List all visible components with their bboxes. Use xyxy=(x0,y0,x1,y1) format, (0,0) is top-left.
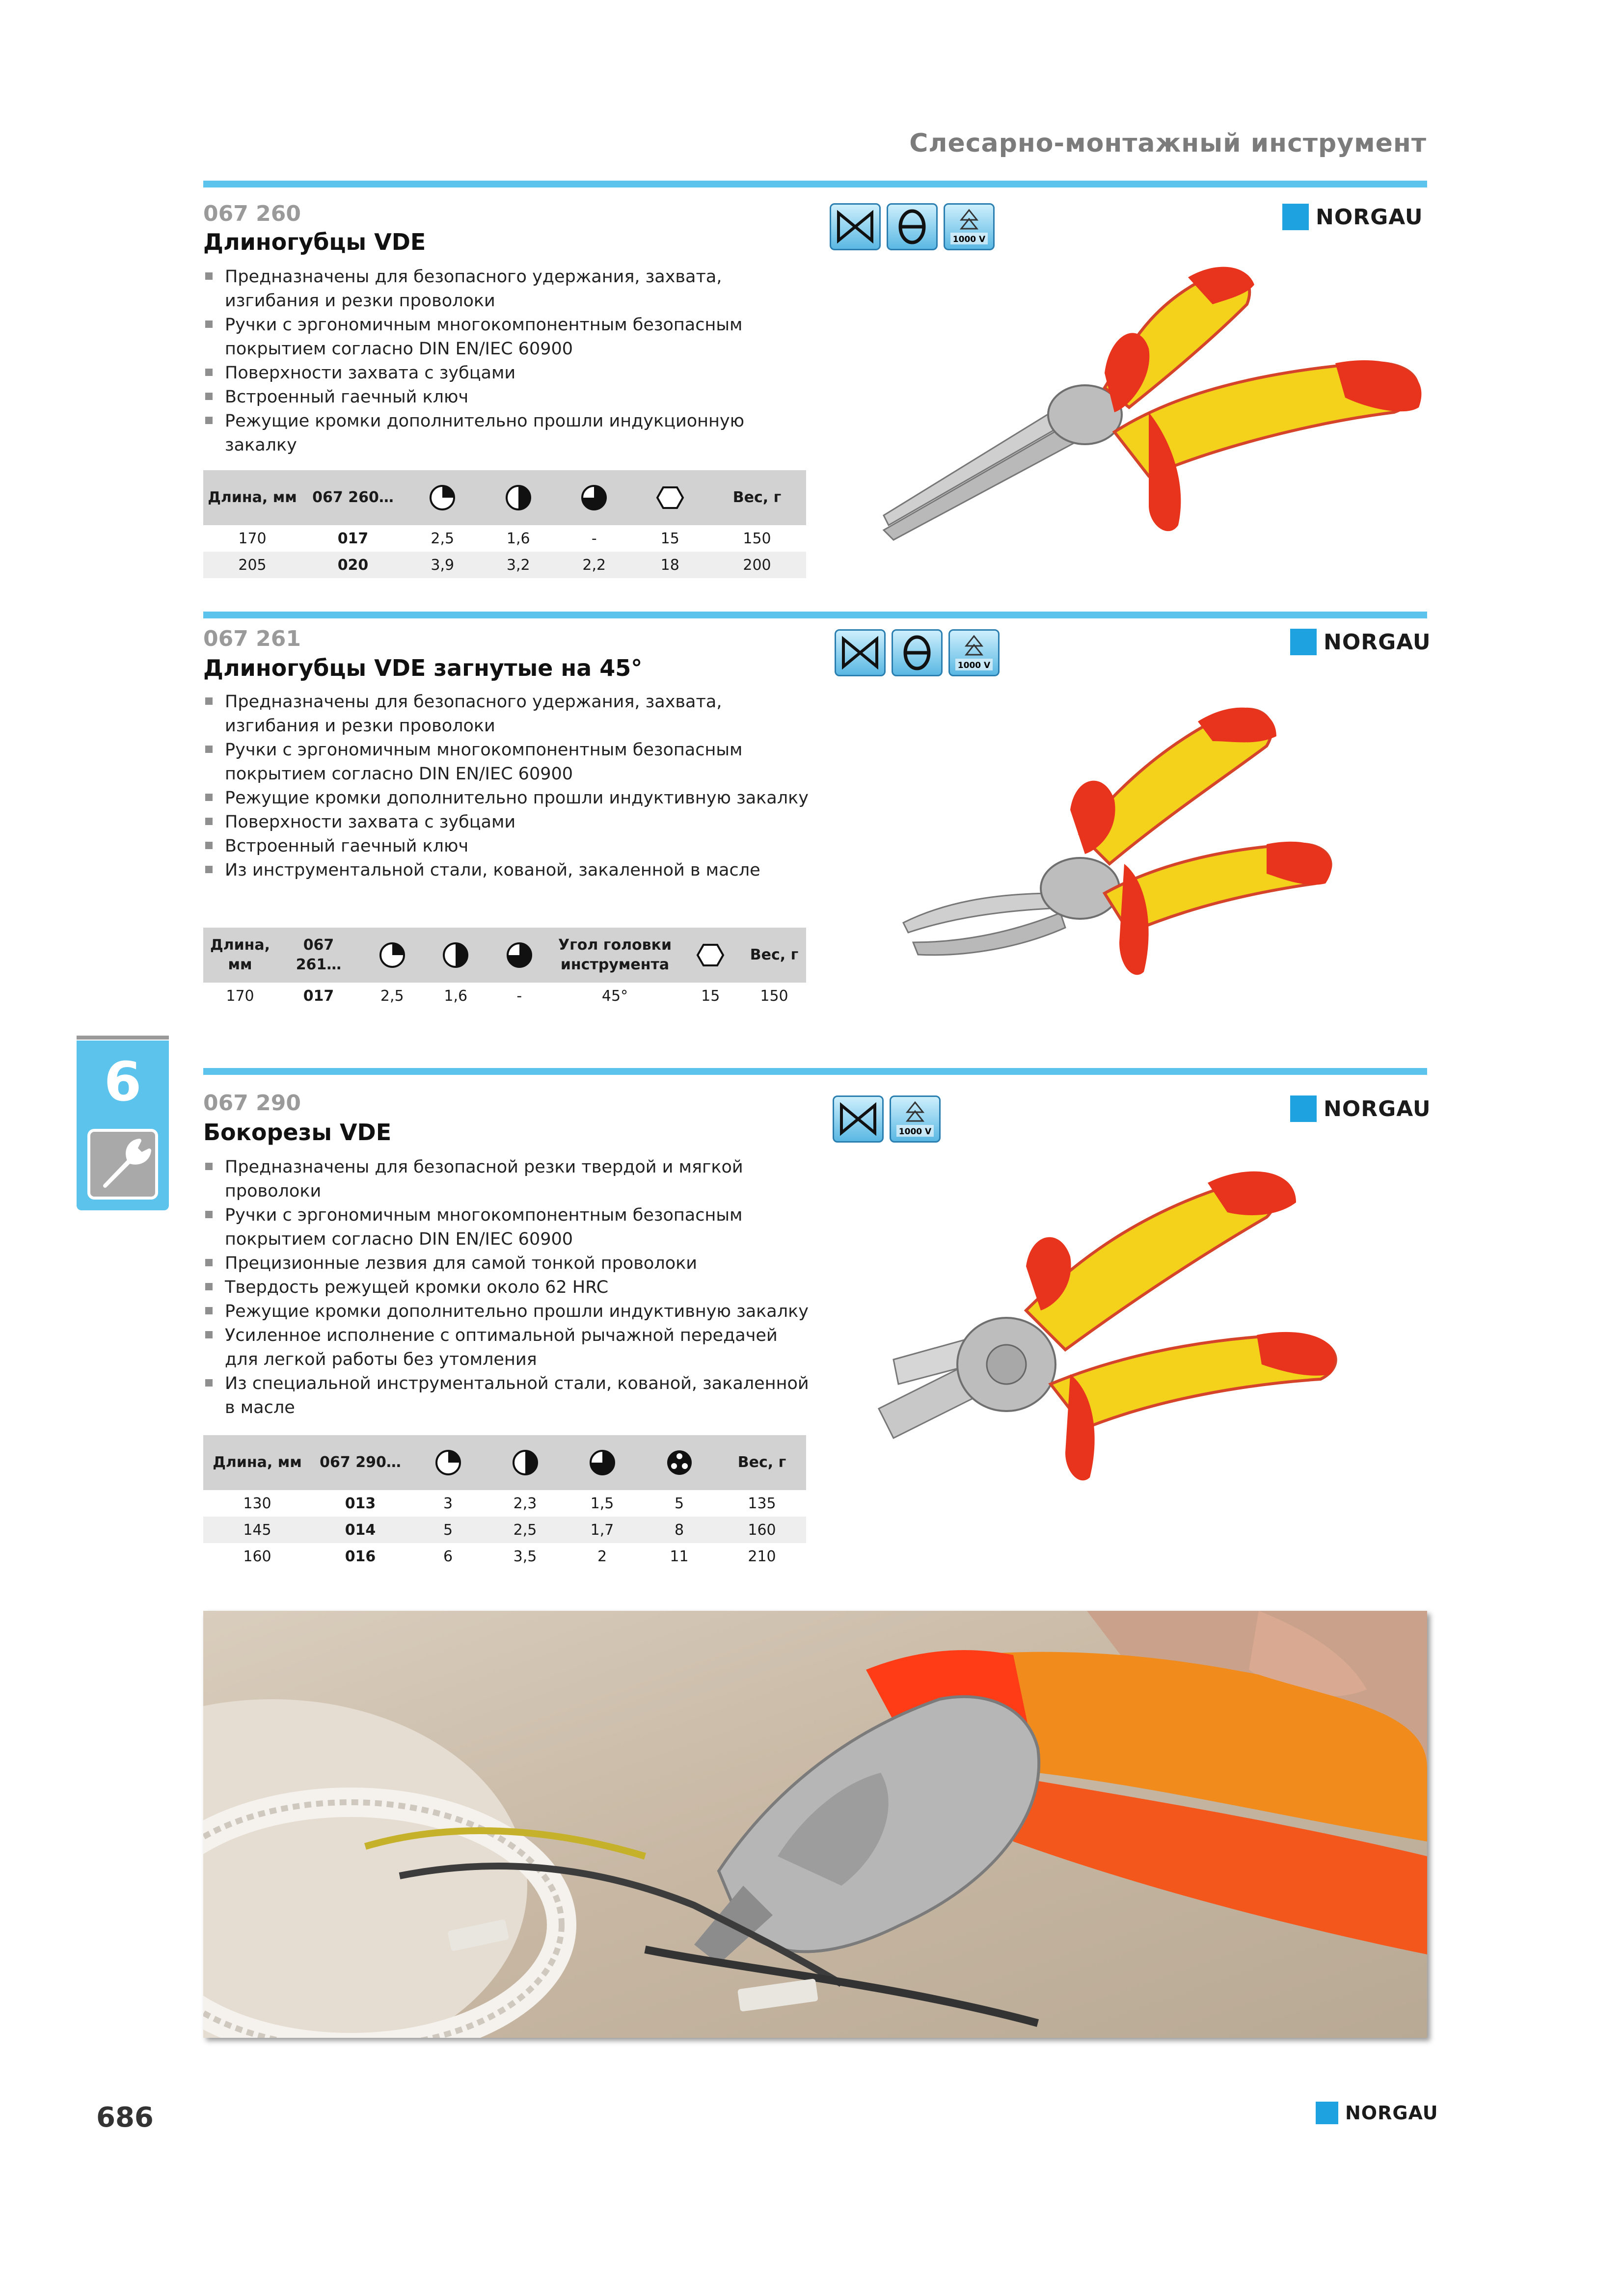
table-cell: 5 xyxy=(409,1517,487,1543)
table-cell: 130 xyxy=(243,1495,271,1512)
table-cell: 45° xyxy=(601,987,628,1005)
table-header: Вес, г xyxy=(718,1435,806,1490)
table-cell: 017 xyxy=(303,987,334,1005)
table-cell: 170 xyxy=(226,987,254,1005)
list-item: Режущие кромки дополнительно прошли индуктивную закалку xyxy=(203,786,812,810)
section-divider xyxy=(203,612,1427,618)
table-cell: 15 xyxy=(701,987,720,1005)
brand-square xyxy=(1282,204,1309,230)
table-header: Длина, мм xyxy=(203,470,301,525)
product-code: 067 290 xyxy=(203,1091,301,1116)
brand-name: NORGAU xyxy=(1345,2102,1438,2124)
diagonal-cutters-image xyxy=(864,1153,1384,1487)
wire-holes-icon xyxy=(641,1435,718,1490)
spec-table xyxy=(203,928,806,1009)
table-cell: 18 xyxy=(632,552,708,578)
side-tab-accent xyxy=(77,1036,169,1040)
table-cell: 2,5 xyxy=(487,1517,564,1543)
wrench-icon xyxy=(87,1129,158,1200)
list-item: Твердость режущей кромки около 62 HRC xyxy=(203,1276,812,1300)
list-item: Ручки с эргономичным многокомпонентным безопасным покрытием согласно DIN EN/IEC 60900 xyxy=(203,313,812,361)
spec-table xyxy=(203,1435,806,1570)
quarter-circle-icon xyxy=(409,1435,487,1490)
table-header: Вес, г xyxy=(742,928,806,983)
table-header: Вес, г xyxy=(708,470,806,525)
table-cell: 017 xyxy=(337,530,369,547)
product-title: Бокорезы VDE xyxy=(203,1119,392,1146)
table-cell: 160 xyxy=(243,1548,271,1565)
table-cell: 210 xyxy=(748,1548,776,1565)
cutting-icon xyxy=(830,203,881,250)
table-cell: 205 xyxy=(203,552,301,578)
table-cell: 3,2 xyxy=(481,552,557,578)
cutting-icon xyxy=(833,1095,884,1143)
hexagon-icon xyxy=(632,470,708,525)
table-cell: 15 xyxy=(660,530,679,547)
insulation-1000v-icon xyxy=(890,1095,941,1143)
list-item: Из специальной инструментальной стали, кованой, закаленной в масле xyxy=(203,1372,812,1420)
table-cell: 2,2 xyxy=(556,552,632,578)
section-divider xyxy=(203,1068,1427,1075)
table-cell: 1,7 xyxy=(564,1517,641,1543)
three-quarter-circle-icon xyxy=(487,928,551,983)
page-header-title: Слесарно-монтажный инструмент xyxy=(909,129,1427,158)
table-cell: 6 xyxy=(443,1548,453,1565)
voltage-badge-text: 1000 V xyxy=(952,235,986,244)
list-item: Поверхности захвата с зубцами xyxy=(203,810,812,834)
product-code: 067 261 xyxy=(203,626,301,651)
table-cell: 1,5 xyxy=(590,1495,614,1512)
table-header: 067 290… xyxy=(311,1435,409,1490)
table-header: Угол головки инструмента xyxy=(551,928,679,983)
table-cell: 11 xyxy=(670,1548,689,1565)
grip-icon xyxy=(892,629,943,676)
quarter-circle-icon xyxy=(405,470,481,525)
table-cell: 200 xyxy=(708,552,806,578)
half-circle-icon xyxy=(487,1435,564,1490)
brand-logo xyxy=(1290,1095,1431,1122)
table-cell: 150 xyxy=(760,987,788,1005)
table-cell: 2,3 xyxy=(513,1495,537,1512)
feature-icons xyxy=(833,1095,941,1143)
section-divider xyxy=(203,181,1427,187)
brand-square xyxy=(1290,1095,1317,1122)
page-number: 686 xyxy=(96,2102,154,2134)
table-cell: 020 xyxy=(301,552,405,578)
table-cell: 135 xyxy=(748,1495,776,1512)
list-item: Предназначены для безопасной резки твердой и мягкой проволоки xyxy=(203,1155,812,1203)
product-title: Длиногубцы VDE загнутые на 45° xyxy=(203,655,643,681)
table-cell: 3 xyxy=(443,1495,453,1512)
table-cell: 013 xyxy=(345,1495,376,1512)
list-item: Режущие кромки дополнительно прошли индукционную закалку xyxy=(203,409,812,457)
brand-name: NORGAU xyxy=(1324,1096,1431,1121)
half-circle-icon xyxy=(424,928,488,983)
list-item: Ручки с эргономичным многокомпонентным безопасным покрытием согласно DIN EN/IEC 60900 xyxy=(203,738,812,786)
half-circle-icon xyxy=(481,470,557,525)
list-item: Встроенный гаечный ключ xyxy=(203,834,812,858)
table-cell: 2 xyxy=(597,1548,607,1565)
table-cell: 145 xyxy=(203,1517,311,1543)
spec-table xyxy=(203,470,806,578)
table-header: Длина, мм xyxy=(203,1435,311,1490)
table-header: 067 261… xyxy=(277,928,360,983)
table-cell: 160 xyxy=(718,1517,806,1543)
list-item: Предназначены для безопасного удержания, захвата, изгибания и резки проволоки xyxy=(203,265,812,313)
table-cell: 2,5 xyxy=(380,987,404,1005)
table-header: Длина, мм xyxy=(203,928,277,983)
brand-square xyxy=(1290,629,1317,655)
table-cell: 1,6 xyxy=(444,987,468,1005)
voltage-badge-text: 1000 V xyxy=(957,661,991,670)
three-quarter-circle-icon xyxy=(564,1435,641,1490)
grip-icon xyxy=(887,203,938,250)
feature-list xyxy=(203,690,812,882)
chapter-number: 6 xyxy=(104,1050,142,1113)
brand-name: NORGAU xyxy=(1316,204,1423,230)
cutting-icon xyxy=(835,629,886,676)
table-cell: 170 xyxy=(238,530,267,547)
list-item: Усиленное исполнение с оптимальной рычажной передачей для легкой работы без утомления xyxy=(203,1324,812,1372)
table-header: 067 260… xyxy=(301,470,405,525)
list-item: Из инструментальной стали, кованой, закаленной в масле xyxy=(203,858,812,882)
feature-list xyxy=(203,1155,812,1420)
table-cell: - xyxy=(516,987,522,1005)
table-cell: 8 xyxy=(641,1517,718,1543)
table-cell: 016 xyxy=(345,1548,376,1565)
brand-logo xyxy=(1282,204,1423,230)
product-code: 067 260 xyxy=(203,201,301,226)
long-nose-pliers-image xyxy=(874,250,1443,545)
table-cell: - xyxy=(591,530,597,547)
list-item: Ручки с эргономичным многокомпонентным безопасным покрытием согласно DIN EN/IEC 60900 xyxy=(203,1203,812,1252)
insulation-1000v-icon xyxy=(944,203,995,250)
feature-list xyxy=(203,265,812,457)
list-item: Поверхности захвата с зубцами xyxy=(203,361,812,385)
table-cell: 1,6 xyxy=(506,530,530,547)
table-cell: 2,5 xyxy=(431,530,455,547)
table-cell: 3,9 xyxy=(405,552,481,578)
footer-brand-logo xyxy=(1316,2102,1438,2124)
brand-logo xyxy=(1290,629,1431,655)
table-cell: 3,5 xyxy=(513,1548,537,1565)
list-item: Режущие кромки дополнительно прошли индуктивную закалку xyxy=(203,1300,812,1324)
list-item: Прецизионные лезвия для самой тонкой проволоки xyxy=(203,1252,812,1276)
three-quarter-circle-icon xyxy=(556,470,632,525)
insulation-1000v-icon xyxy=(948,629,1000,676)
list-item: Предназначены для безопасного удержания, захвата, изгибания и резки проволоки xyxy=(203,690,812,738)
feature-icons xyxy=(835,629,1000,676)
feature-icons xyxy=(830,203,995,250)
table-cell: 014 xyxy=(311,1517,409,1543)
voltage-badge-text: 1000 V xyxy=(898,1127,932,1137)
table-cell: 150 xyxy=(743,530,771,547)
brand-square xyxy=(1316,2102,1338,2124)
table-cell: 5 xyxy=(674,1495,684,1512)
brand-name: NORGAU xyxy=(1324,629,1431,655)
hexagon-icon xyxy=(679,928,743,983)
product-title: Длиногубцы VDE xyxy=(203,229,426,255)
list-item: Встроенный гаечный ключ xyxy=(203,385,812,409)
bent-pliers-image xyxy=(893,687,1384,991)
quarter-circle-icon xyxy=(360,928,424,983)
product-in-use-photo xyxy=(203,1611,1427,2038)
